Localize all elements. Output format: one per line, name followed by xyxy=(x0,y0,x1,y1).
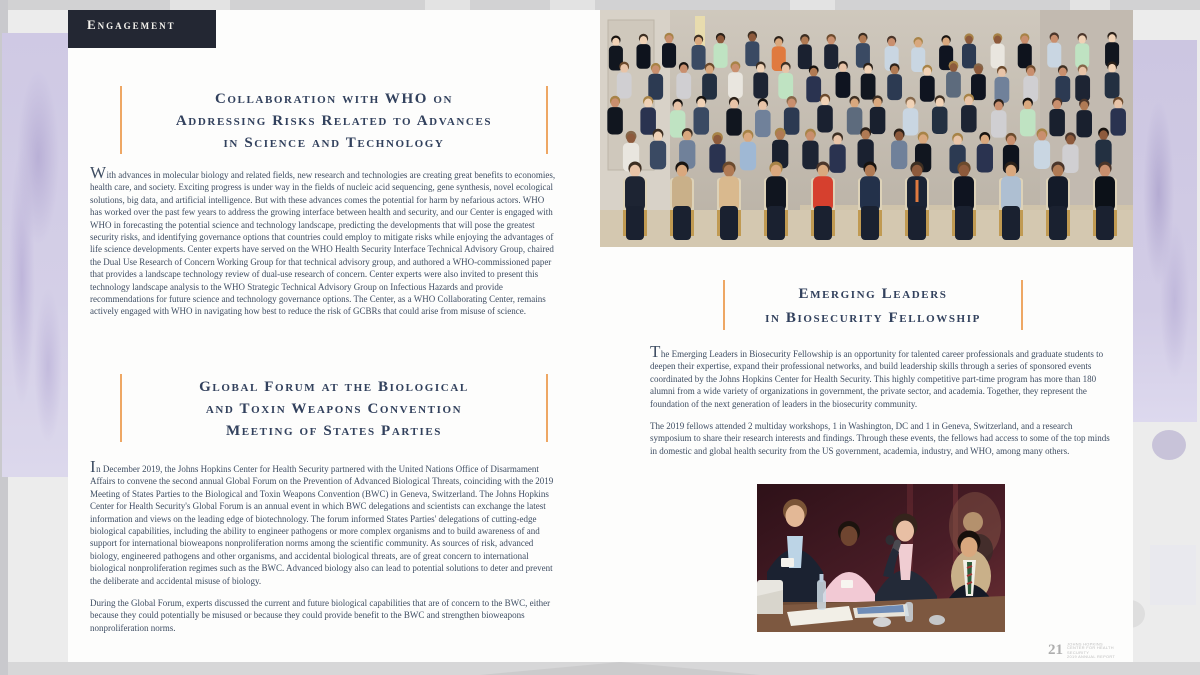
backdrop-highlight xyxy=(170,0,230,10)
paragraph: During the Global Forum, experts discussed the current and future biological capabilities that are of concern to the BWC, either because they could potentially be misused or because they could provide benefit to the BWC and strengthen bioweapons nonproliferation norms. xyxy=(90,598,551,633)
heading-line: Meeting of States Parties xyxy=(226,423,442,439)
heading-global-forum xyxy=(120,374,548,442)
heading-text xyxy=(122,374,546,442)
report-page xyxy=(68,10,1133,662)
footer-line: 2019 ANNUAL REPORT xyxy=(1067,654,1116,660)
faded-photo-right-margin xyxy=(1133,40,1197,422)
global-forum-paragraphs xyxy=(90,457,557,644)
heading-line: in Science and Technology xyxy=(223,135,445,151)
backdrop-triangle xyxy=(480,662,760,675)
backdrop-highlight xyxy=(425,0,470,10)
paragraph xyxy=(90,163,557,318)
group-photo-fellows xyxy=(600,10,1133,247)
panel-discussion-photo xyxy=(757,484,1005,632)
drop-cap: W xyxy=(90,163,107,182)
footer-line: CENTER FOR HEALTH SECURITY xyxy=(1067,646,1114,656)
backdrop-top-band xyxy=(0,0,1200,10)
footer-organization xyxy=(1067,643,1118,660)
heading-line: Collaboration with WHO on xyxy=(214,91,454,107)
page-number: 21 xyxy=(1048,642,1063,658)
paragraph xyxy=(90,457,557,587)
paragraph-text: n December 2019, the Johns Hopkins Center for Health Security partnered with the United Nations Office of Disarmament Affairs to convene the second annual Global Forum on the Prevention of Advanced Biological Threats, coinciding with the 2019 Meeting of States Parties to the Biological and Toxin Weapons Convention (BWC) in Geneva, Switzerland. The Johns Hopkins Center for Health Security's Global Forum is an annual event in which BWC delegations and scientists can exchange the latest information and views on the leading edge of biotechnology. The forum informed States Parties' delegations of cutting-edge biological capabilities, including the ability to engineer pathogens or more complex organisms and to build awareness of and support for international bioweapons nonproliferation norms among the scientific community. As sources of risk, advanced biology, engineered pathogens and other organisms, and accidental biological threats, are of great concern to international biological nonproliferation regimes such as the BWC. Advanced biology also can lead to potential solutions to deter and prevent the deliberate and accidental misuse of biology. xyxy=(90,464,554,586)
accent-bar-right xyxy=(1021,280,1023,330)
paragraph-text: ith advances in molecular biology and related fields, new research and technologies are creating great benefits to economies, health care, and society. Exciting progress is under way in the fields of nucleic acid sequencing, gene synthesis, novel ecological solutions, big data, and artificial intelligence. But with these advances comes the potential for harm by nefarious actors. WHO has worked over the past few years to address the growing interface between health and security, and our Center is engaged with WHO in forecasting the potential science and technology landscape, predicting the developments that will pose the greatest security risks, and identifying governance options that countries could employ to mitigate risks while enjoying the advantages of life science developments. Center experts have served on the WHO Health Security Interface Technical Advisory Group, chaired the Dual Use Research of Concern Working Group for that technical advisory group, and authored a WHO-commissioned paper that provides a landscape technology review of dual-use research of concern. Center experts were also invited to present this technology landscape analysis to the WHO Strategic Technical Advisory Group on Infectious Hazards and provide recommendations for future science and technology governance options. The Center, as a WHO Collaborating Center, remains actively engaged with WHO in navigating how best to reduce the risk of GCBRs that could arise from misuse of science. xyxy=(90,170,556,317)
accent-bar-right xyxy=(546,86,548,154)
accent-bar-right xyxy=(546,374,548,442)
heading-line: Addressing Risks Related to Advances xyxy=(175,113,493,129)
paragraph xyxy=(650,342,1115,410)
drop-cap: T xyxy=(650,342,661,361)
heading-emerging-leaders xyxy=(723,280,1023,330)
backdrop-highlight xyxy=(1070,0,1110,10)
who-collaboration-paragraph xyxy=(90,163,557,328)
paragraph: The 2019 fellows attended 2 multiday workshops, 1 in Washington, DC and 1 in Geneva, Switzerland, and a research symposium to share their research interests and findings. Through these events, the fellows had access to some of the top minds in domestic and global health security from the US government, academia, industry, and WHO, among many others. xyxy=(650,421,1110,456)
backdrop-highlight xyxy=(790,0,835,10)
fellowship-paragraphs xyxy=(650,342,1115,467)
backdrop-highlight xyxy=(550,0,595,10)
section-tag: Engagement xyxy=(68,10,216,48)
footer-line: JOHNS HOPKINS xyxy=(1067,642,1103,647)
heading-line: Global Forum at the Biological xyxy=(199,379,469,395)
faded-photo-left-margin xyxy=(2,33,68,477)
heading-line: Emerging Leaders xyxy=(798,286,948,302)
paragraph-text: he Emerging Leaders in Biosecurity Fellowship is an opportunity for talented career professionals and graduate students to deepen their expertise, expand their professional networks, and build leadership skills through a series of sponsored events coordinated by the Johns Hopkins Center for Health Security. This highly competitive part-time program has more than 180 alumni from a wide variety of organizations in government, the private sector, and academia. Together, they represent the foundation of the next generation of leaders in the biosecurity community. xyxy=(650,349,1104,409)
drop-cap: I xyxy=(90,457,97,476)
heading-line: in Biosecurity Fellowship xyxy=(765,310,981,326)
heading-line: and Toxin Weapons Convention xyxy=(205,401,463,417)
heading-who-collaboration xyxy=(120,86,548,154)
page-footer xyxy=(1048,643,1133,665)
backdrop-blob xyxy=(1152,430,1186,460)
backdrop-blob xyxy=(1150,545,1196,605)
heading-text xyxy=(725,280,1021,330)
heading-text xyxy=(122,86,546,154)
